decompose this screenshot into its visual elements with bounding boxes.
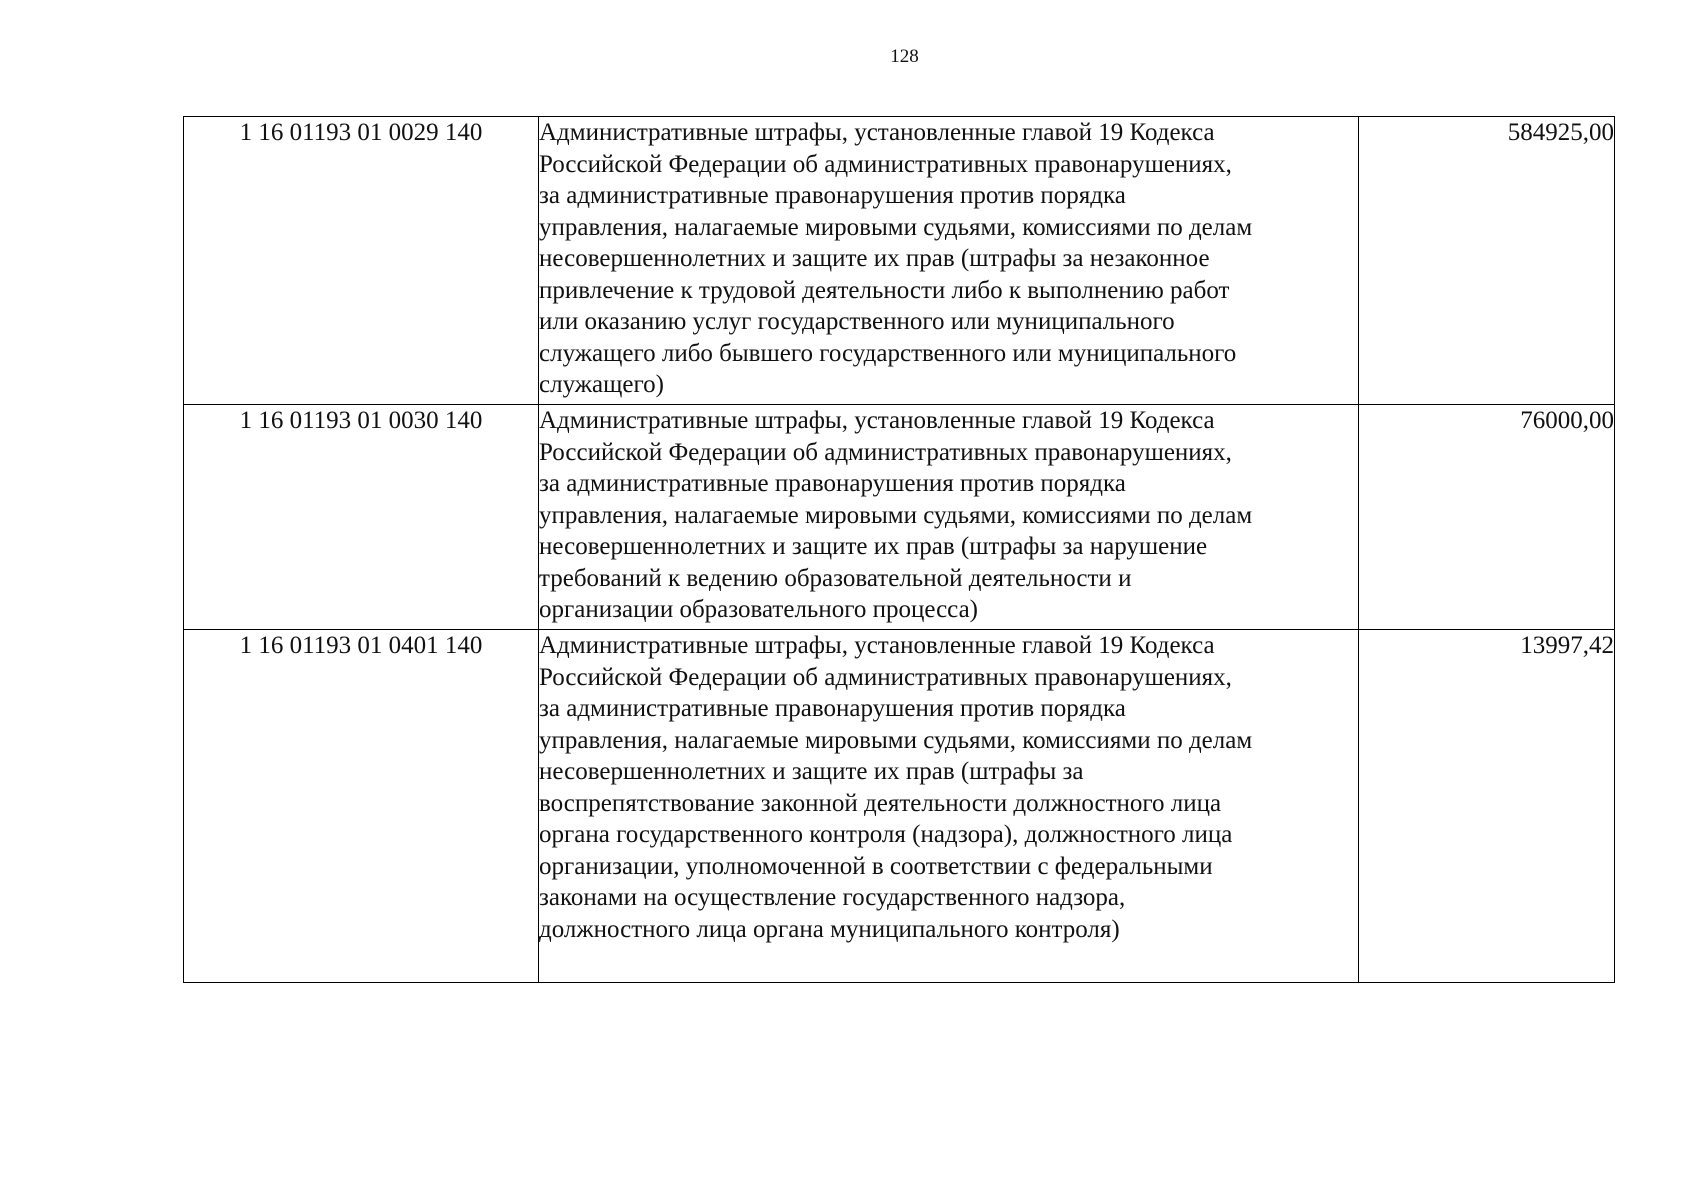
description-line: служащего либо бывшего государственного или муниципального <box>539 339 1237 367</box>
description-line: требований к ведению образовательной деятельности и <box>539 564 1132 592</box>
budget-code-cell: 1 16 01193 01 0401 140 <box>184 630 539 983</box>
description-line: Административные штрафы, установленные главой 19 Кодекса <box>539 407 1215 434</box>
description-line: за административные правонарушения против порядка <box>539 182 1126 209</box>
description-line: управления, налагаемые мировыми судьями, комиссиями по делам <box>539 726 1253 754</box>
description-cell <box>539 405 1359 630</box>
description-line: должностного лица органа муниципального контроля) <box>539 915 1120 943</box>
description-line: управления, налагаемые мировыми судьями, комиссиями по делам <box>539 213 1253 241</box>
description-line: за административные правонарушения против порядка <box>539 695 1126 722</box>
description-line: за административные правонарушения против порядка <box>539 470 1126 497</box>
page-number: 128 <box>890 46 919 67</box>
table-row <box>184 117 1615 405</box>
description-line: привлечение к трудовой деятельности либо к выполнению работ <box>539 276 1230 304</box>
description-line: органа государственного контроля (надзора), должностного лица <box>539 821 1233 848</box>
budget-code-cell: 1 16 01193 01 0030 140 <box>184 405 539 630</box>
budget-classification-table <box>183 116 1615 983</box>
description-line: воспрепятствование законной деятельности должностного лица <box>539 789 1222 817</box>
description-line: законами на осуществление государственного надзора, <box>539 884 1126 911</box>
amount-cell: 584925,00 <box>1359 117 1615 405</box>
description-line: Российской Федерации об административных правонарушениях, <box>539 438 1232 466</box>
description-line: управления, налагаемые мировыми судьями, комиссиями по делам <box>539 501 1253 529</box>
amount-cell: 13997,42 <box>1359 630 1615 983</box>
description-line: Российской Федерации об административных правонарушениях, <box>539 150 1232 178</box>
description-line: несовершеннолетних и защите их прав (штрафы за нарушение <box>539 533 1208 560</box>
description-line: организации, уполномоченной в соответствии с федеральными <box>539 852 1213 880</box>
description-line: Административные штрафы, установленные главой 19 Кодекса <box>539 119 1215 146</box>
description-line: или оказанию услуг государственного или муниципального <box>539 308 1175 335</box>
description-line: несовершеннолетних и защите их прав (штрафы за незаконное <box>539 245 1210 272</box>
description-line: несовершеннолетних и защите их прав (штрафы за <box>539 758 1084 785</box>
description-cell <box>539 117 1359 405</box>
amount-cell: 76000,00 <box>1359 405 1615 630</box>
description-line: Административные штрафы, установленные главой 19 Кодекса <box>539 632 1215 659</box>
table-row <box>184 405 1615 630</box>
description-line: организации образовательного процесса) <box>539 596 978 623</box>
description-line: служащего) <box>539 371 664 398</box>
budget-code-cell: 1 16 01193 01 0029 140 <box>184 117 539 405</box>
table-row <box>184 630 1615 983</box>
description-cell <box>539 630 1359 983</box>
description-line: Российской Федерации об административных правонарушениях, <box>539 663 1232 691</box>
